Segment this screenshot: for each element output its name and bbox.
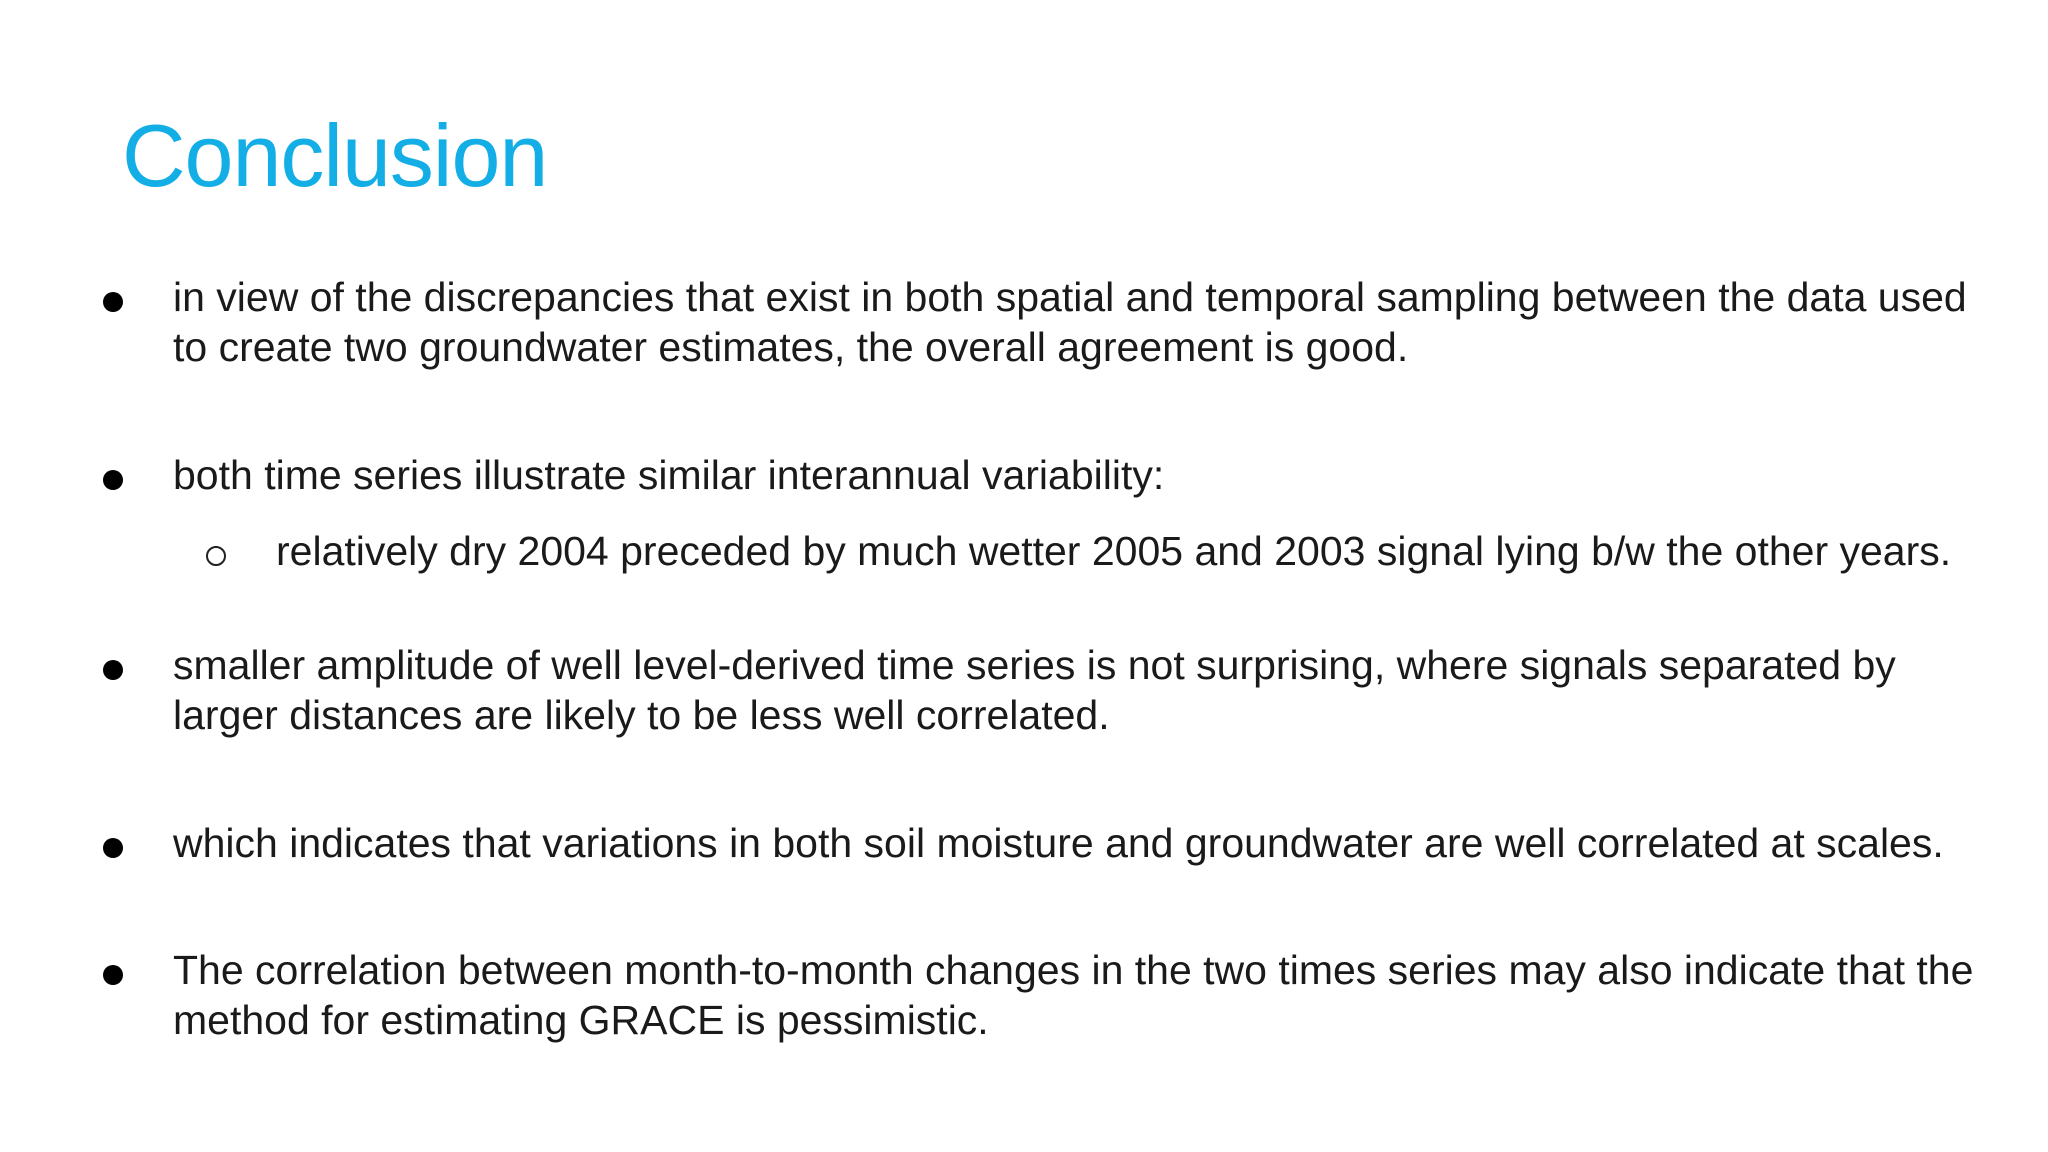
bullet-text: smaller amplitude of well level-derived time series is not surprising, where signals separated by larger distances are likely to be less well correlated. <box>173 642 1896 738</box>
slide-title: Conclusion <box>122 106 548 205</box>
bullet-text: The correlation between month-to-month changes in the two times series may also indicate that the method for estimating GRACE is pessimistic. <box>173 947 1974 1043</box>
bullet-circle-icon <box>206 546 226 566</box>
bullet-dot-icon <box>103 470 123 490</box>
bullet-dot-icon <box>103 292 123 312</box>
bullet-dot-icon <box>103 660 123 680</box>
bullet-text: in view of the discrepancies that exist in both spatial and temporal sampling between the data used to create two groundwater estimates, the overall agreement is good. <box>173 274 1967 370</box>
bullet-text: both time series illustrate similar interannual variability: <box>173 452 1165 498</box>
bullet-dot-icon <box>103 965 123 985</box>
sub-bullet-text: relatively dry 2004 preceded by much wetter 2005 and 2003 signal lying b/w the other years. <box>276 528 1952 574</box>
bullet-dot-icon <box>103 838 123 858</box>
bullet-text: which indicates that variations in both soil moisture and groundwater are well correlated at scales. <box>173 820 1944 866</box>
